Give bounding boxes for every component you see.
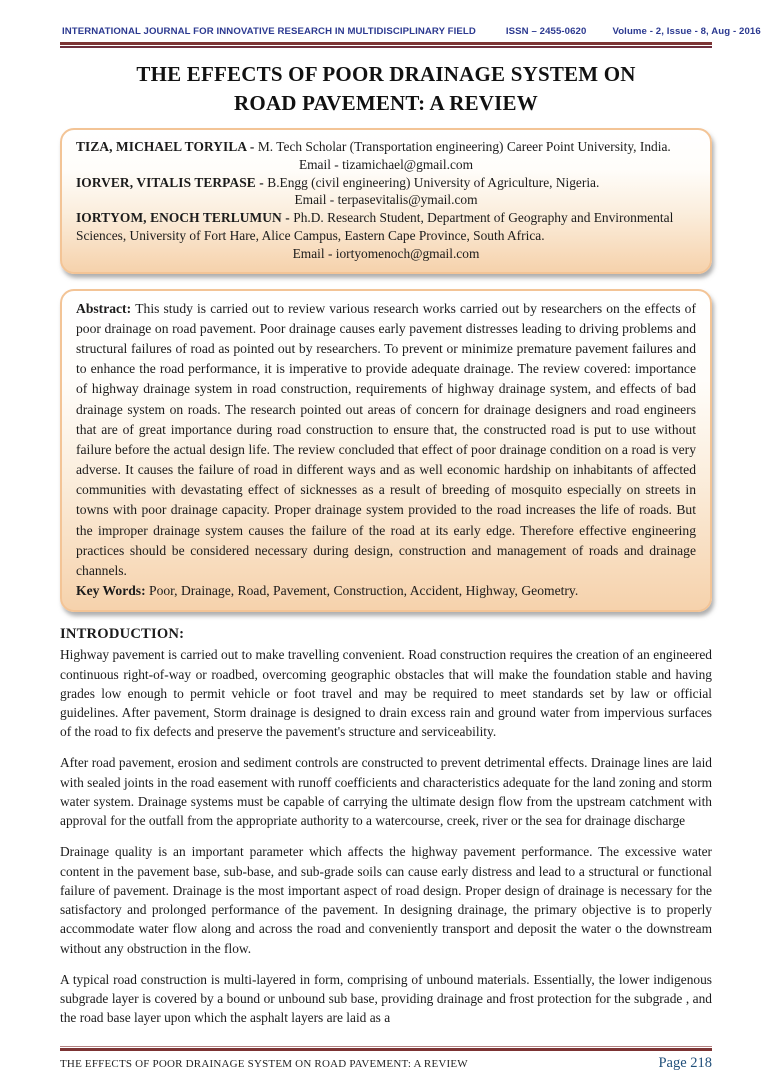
intro-paragraph-3: Drainage quality is an important parameter which affects the highway pavement performance. The excessive water content in the pavement base, sub-base, and sub-grade soils can cause early distress and lead to a structural or functional failure of pavement. Drainage is the most important aspect of road design. Proper design of drainage is necessary for the satisfactory and prolonged performance of the pavement. In designing drainage, the primary objective is to properly accommodate water flow along and across the road and conveniently transport and deposit the water o the downstream without any obstruction in the flow. [60, 844, 712, 956]
author-affiliation: M. Tech Scholar (Transportation engineering) Career Point University, India. [257, 138, 671, 154]
author-name-affiliation [76, 174, 696, 192]
keywords-label: Key Words: [76, 583, 150, 599]
abstract-text [76, 299, 696, 581]
author-name-affiliation [76, 138, 696, 156]
intro-paragraph-4: A typical road construction is multi-layered in form, comprising of unbound materials. Essentially, the lower indigenous subgrade layer is covered by a bound or unbound sub base, providing drainage and frost protection for the subgrade , and the road base layer upon which the asphalt layers are laid as a [60, 971, 712, 1026]
footer-rule [60, 1046, 712, 1051]
keywords-text: Poor, Drainage, Road, Pavement, Construction, Accident, Highway, Geometry. [149, 583, 579, 599]
author-entry [76, 209, 696, 262]
abstract-body: This study is carried out to review various research works carried out by researchers on the effects of poor drainage on road pavement. Poor drainage causes early pavement distresses leading to driving problems and structural failures of road as pointed out by researchers. To prevent or minimize premature pavement failures and to enhance the road performance, it is imperative to provide adequate drainage. The review covered: importance of highway drainage system in road construction, requirements of highway drainage system, and effects of bad drainage system on roads. The research pointed out areas of concern for drainage designers and road engineers that are of great importance during road construction to ensure that, the constructed road is put to use without failure before the actual design life. The review concluded that effect of poor drainage condition on a road is very adverse. It causes the failure of road in different ways and as well economic hardship on inhabitants of affected communities with devastating effect of sicknesses as a result of breeding of mosquito especially on streets in towns with poor drainage capacity. Proper drainage system provided to the road increases the life of roads. But the improper drainage system causes the failure of the road at its early edge. Therefore effective engineering practices should be considered necessary during design, construction and management of roads and drainage channels. [76, 300, 696, 578]
author-email: Email - iortyomenoch@gmail.com [292, 245, 480, 261]
author-email: Email - terpasevitalis@ymail.com [294, 192, 478, 208]
abstract-box [60, 289, 712, 613]
paper-title: THE EFFECTS OF POOR DRAINAGE SYSTEM ON ROAD PAVEMENT: A REVIEW [136, 62, 636, 115]
authors-box [60, 128, 712, 274]
page-footer [60, 1046, 712, 1072]
intro-paragraph-2: After road pavement, erosion and sediment controls are constructed to prevent detrimental effects. Drainage lines are laid with sealed joints in the road easement with runoff coefficients and characteristics adequate for the land zoning and storm water system. Drainage systems must be capable of carrying the ultimate design flow from the upstream catchment with approval for the outfall from the appropriate authority to a watercourse, creek, river or the sea for drainage discharge [60, 755, 712, 829]
journal-header [60, 26, 761, 42]
abstract-label: Abstract: [76, 300, 136, 316]
author-name: IORTYOM, ENOCH TERLUMUN - [76, 210, 294, 226]
page-number: Page 218 [658, 1055, 712, 1071]
issn-label: ISSN – 2455-0620 [505, 26, 587, 37]
author-affiliation: B.Engg (civil engineering) University of Agriculture, Nigeria. [267, 174, 600, 190]
author-email: Email - tizamichael@gmail.com [298, 156, 474, 172]
author-name: TIZA, MICHAEL TORYILA - [76, 138, 258, 154]
author-name-affiliation [76, 209, 696, 245]
author-entry [76, 138, 696, 174]
journal-name: INTERNATIONAL JOURNAL FOR INNOVATIVE RESEARCH IN MULTIDISCIPLINARY FIELD [62, 26, 476, 37]
author-name: IORVER, VITALIS TERPASE - [76, 174, 268, 190]
intro-paragraph-1: Highway pavement is carried out to make travelling convenient. Road construction requires the creation of an engineered continuous right-of-way or roadbed, overcoming geographic obstacles that will make the foundation stable and having grades low enough to permit vehicle or foot travel and may be required to meet standards set by law or official guidelines. After pavement, Storm drainage is designed to drain excess rain and ground water from impervious surfaces of the road to fix defects and preserve the pavement's structure and serviceability. [60, 647, 712, 740]
author-affiliation: Ph.D. Research Student, Department of Geography and Environmental Sciences, University of Fort Hare, Alice Campus, Eastern Cape Province, South Africa. [76, 210, 674, 244]
footer-title: THE EFFECTS OF POOR DRAINAGE SYSTEM ON ROAD PAVEMENT: A REVIEW [60, 1058, 468, 1070]
section-heading-introduction: INTRODUCTION: [60, 626, 185, 643]
header-rule [60, 42, 712, 49]
keywords-line [76, 581, 696, 601]
volume-issue-label: Volume - 2, Issue - 8, Aug - 2016 [612, 26, 761, 37]
author-entry [76, 174, 696, 210]
